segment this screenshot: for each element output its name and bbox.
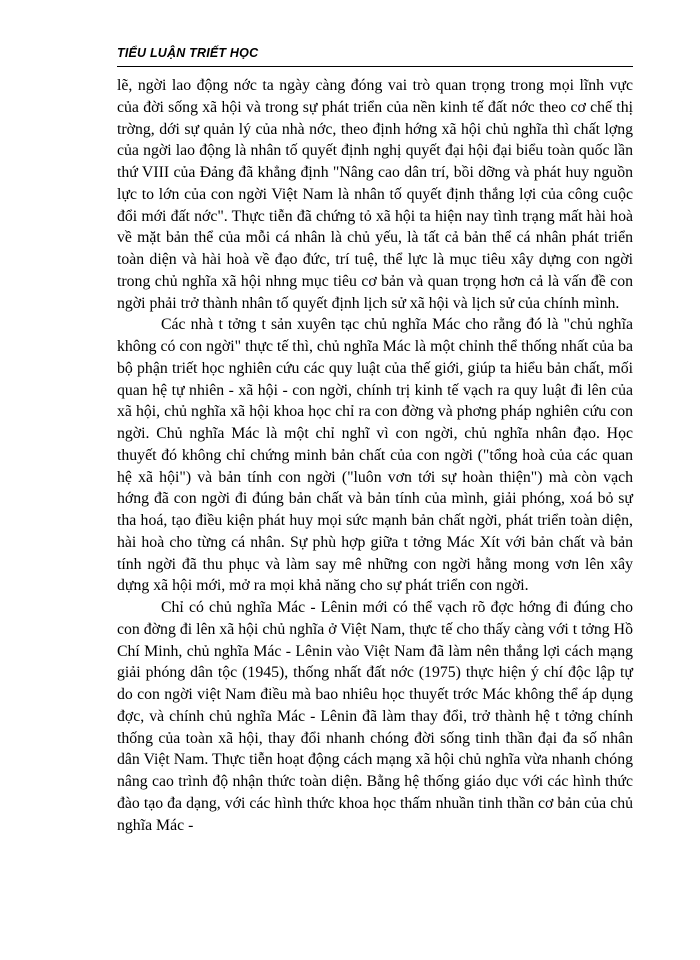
paragraph-2: Các nhà t tởng t sản xuyên tạc chủ nghĩa Mác cho rằng đó là "chủ nghĩa không có con ngời" thực tế thì, chủ nghĩa Mác là một chỉnh thể thống nhất của ba bộ phận triết học nghiên cứu các quy luật của thế giới, giúp ta hiểu bản chất, mối quan hệ tự nhiên - xã hội - con ngời, chính trị kinh tế vạch ra quy luật đi lên của xã hội, chủ nghĩa xã hội khoa học chỉ ra con đờng và phơng pháp nghiên cứu con ngời. Chủ nghĩa Mác là một chỉ nghĩ vì con ngời, chủ nghĩa nhân đạo. Học thuyết đó không chỉ chứng minh bản chất của con ngời ("tổng hoà của các quan hệ xã hội") và bản tính con ngời ("luôn vơn tới sự hoàn thiện") mà còn vạch hớng đã con ngời đi đúng bản chất và bản tính của mình, giải phóng, xoá bỏ sự tha hoá, tạo điều kiện phát huy mọi sức mạnh bản chất ngời, phát triển toàn diện, hài hoà cho từng cá nhân. Sự phù hợp giữa t tởng Mác Xít với bản chất và bản tính ngời đã thu phục và làm say mê những con ngời hằng mong vơn lên xây dựng xã hội mới, mở ra mọi khả năng cho sự phát triển con ngời.: [117, 316, 633, 595]
paragraph-3: Chỉ có chủ nghĩa Mác - Lênin mới có thể vạch rõ đợc hớng đi đúng cho con đờng đi lên xã hội chủ nghĩa ở Việt Nam, thực tế cho thấy càng với t tởng Hồ Chí Minh, chủ nghĩa Mác - Lênin vào Việt Nam đã làm nên thắng lợi cách mạng giải phóng dân tộc (1945), thống nhất đất nớc (1975) thực hiện ý chí độc lập tự do con ngời việt Nam điều mà bao nhiêu học thuyết trớc Mác không thể áp dụng đợc, và chính chủ nghĩa Mác - Lênin đã làm thay đổi, trở thành hệ t tởng chính thống của toàn xã hội, thay đổi nhanh chóng đời sống tinh thần đại đa số nhân dân Việt Nam. Thực tiễn hoạt động cách mạng xã hội chủ nghĩa vừa nhanh chóng nâng cao trình độ nhận thức toàn diện. Bằng hệ thống giáo dục với các hình thức đào tạo đa dạng, với các hình thức khoa học thấm nhuần tinh thần cơ bản của chủ nghĩa Mác -: [117, 599, 633, 834]
header-title: TIỂU LUẬN TRIẾT HỌC: [117, 46, 259, 60]
document-body: [117, 75, 633, 836]
page-header: [117, 44, 633, 67]
paragraph-1: lẽ, ngời lao động nớc ta ngày càng đóng vai trò quan trọng trong mọi lĩnh vực của đời sống xã hội và trong sự phát triển của nền kinh tế đất nớc theo cơ chế thị trờng, dới sự quản lý của nhà nớc, theo định hớng xã hội chủ nghĩa thì chất lợng của ngời lao động là nhân tố quyết định nghị quyết đại hội đại biểu toàn quốc lần thứ VIII của Đảng đã khẳng định "Nâng cao dân trí, bồi dỡng và phát huy nguồn lực to lớn của con ngời Việt Nam là nhân tố quyết định thắng lợi của công cuộc đổi mới đất nớc". Thực tiễn đã chứng tỏ xã hội ta hiện nay tình trạng mất hài hoà về mặt bản thể của mỗi cá nhân là chủ yếu, là tất cả bản thể cá nhân phát triển toàn diện và hài hoà về đạo đức, trí tuệ, thể lực là mục tiêu xây dựng con ngời trong chủ nghĩa xã hội nhng mục tiêu cơ bản và quan trọng hơn cả là vấn đề con ngời phải trở thành nhân tố quyết định lịch sử xã hội và lịch sử của chính mình.: [117, 77, 633, 312]
